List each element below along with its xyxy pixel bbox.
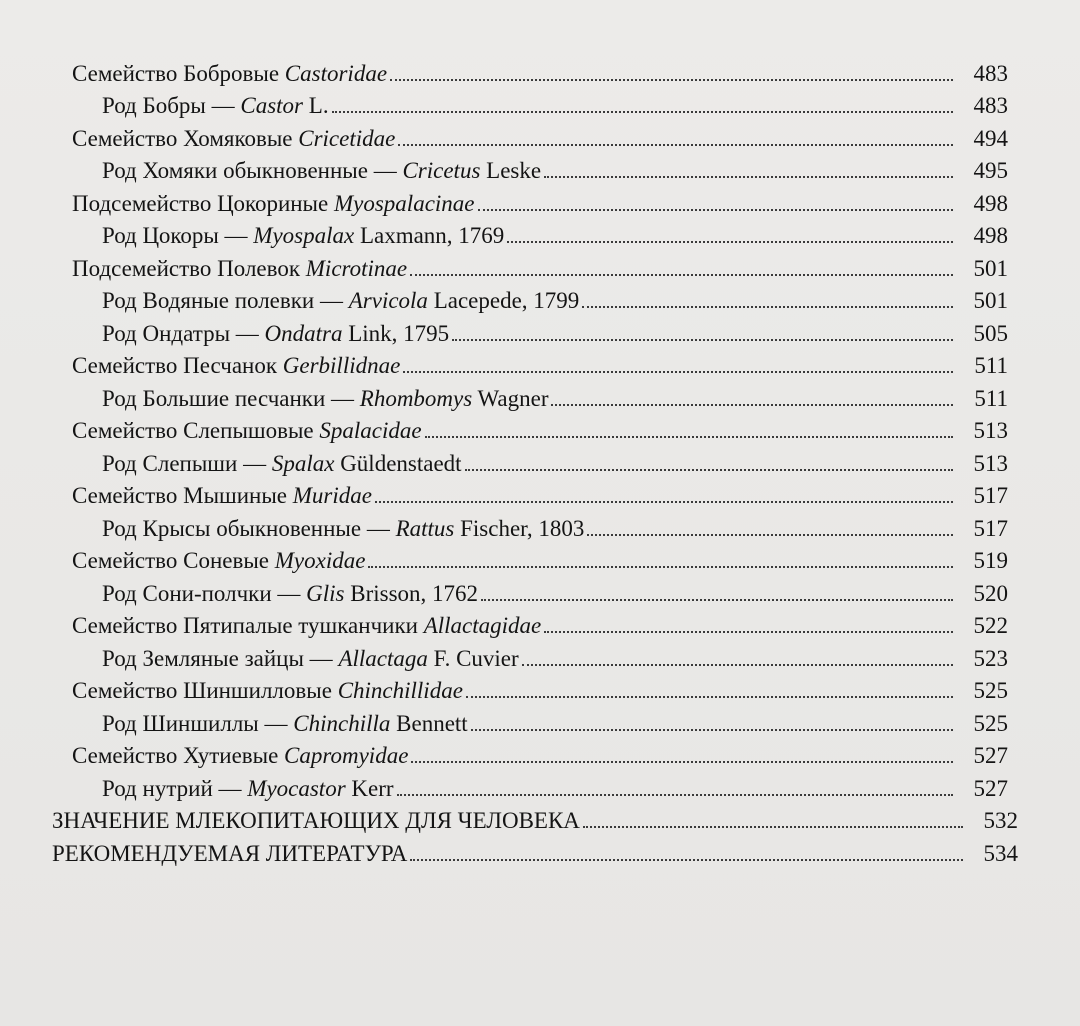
toc-entry-title — [102, 287, 579, 315]
toc-page-number: 520 — [973, 580, 1008, 606]
toc-entry-title — [102, 222, 504, 250]
toc-entry-text: Семейство Хутиевые — [72, 743, 285, 768]
toc-entry-text: Семейство Шиншилловые — [72, 678, 338, 703]
dot-leader — [471, 729, 953, 731]
toc-entry-latin-name: Chinchillidae — [337, 678, 463, 703]
toc-entry-latin-name: Cricetus — [402, 158, 481, 183]
toc-entry-latin-name: Ondatra — [264, 320, 343, 346]
toc-entry-title — [102, 385, 548, 413]
toc-entry-text: Род Водяные полевки — — [102, 288, 349, 313]
table-of-contents — [0, 55, 1080, 868]
dot-leader — [390, 79, 953, 81]
dot-leader — [368, 566, 953, 568]
dot-leader — [425, 436, 953, 438]
toc-entry-author: Lacepede, 1799 — [427, 288, 580, 313]
toc-entry-title — [72, 742, 408, 770]
toc-entry-text: Род Сони-полчки — — [102, 580, 307, 606]
toc-page-number: 523 — [973, 645, 1008, 671]
toc-entry-text: Семейство Пятипалые тушканчики — [72, 613, 424, 638]
dot-leader — [522, 664, 953, 666]
toc-page-number: 513 — [973, 418, 1008, 443]
toc-entry-title — [72, 352, 400, 380]
dot-leader — [551, 404, 953, 406]
toc-entry-title — [102, 450, 462, 478]
toc-entry-title — [102, 580, 478, 608]
toc-entry-latin-name: Rhombomys — [359, 385, 473, 411]
toc-entry-author: Brisson, 1762 — [344, 580, 479, 606]
toc-entry-text: ЗНАЧЕНИЕ МЛЕКОПИТАЮЩИХ ДЛЯ ЧЕЛОВЕКА — [52, 808, 580, 833]
toc-page-number: 498 — [973, 190, 1008, 216]
toc-entry-text: Семейство Слепышовые — [72, 418, 320, 443]
toc-entry-title — [72, 125, 395, 153]
toc-entry — [102, 575, 1008, 608]
toc-entry-latin-name: Allactagidae — [423, 613, 542, 638]
toc-entry-author: Leske — [480, 158, 542, 183]
toc-entry-latin-name: Castor — [240, 93, 304, 118]
toc-page-number: 498 — [973, 223, 1008, 248]
dot-leader — [587, 534, 953, 536]
toc-entry-title — [72, 190, 475, 218]
toc-page-number: 517 — [973, 515, 1008, 541]
toc-entry-latin-name: Gerbillidnae — [282, 353, 401, 378]
toc-entry-text: Семейство Мышиные — [72, 483, 293, 508]
toc-page-number: 501 — [973, 288, 1008, 313]
toc-entry-latin-name: Microtinae — [305, 255, 408, 281]
toc-entry-author: Bennett — [390, 710, 468, 736]
toc-entry-text: Род Слепыши — — [102, 450, 272, 476]
toc-entry — [72, 738, 1008, 771]
toc-entry — [52, 835, 1018, 868]
toc-entry-title — [52, 807, 580, 835]
dot-leader — [375, 501, 953, 503]
dot-leader — [583, 826, 963, 828]
toc-entry — [72, 673, 1008, 706]
toc-entry-text: Семейство Бобровые — [72, 60, 285, 86]
toc-entry-latin-name: Glis — [306, 580, 345, 606]
toc-entry-text: Род Ондатры — — [102, 320, 265, 346]
toc-entry — [102, 218, 1008, 251]
toc-entry-latin-name: Castoridae — [284, 60, 388, 86]
dot-leader — [466, 696, 953, 698]
toc-entry — [52, 803, 1018, 836]
toc-entry-text: Семейство Песчанок — [72, 353, 283, 378]
toc-entry-title — [72, 547, 365, 575]
toc-page-number: 517 — [973, 483, 1008, 508]
dot-leader — [507, 241, 953, 243]
toc-entry-author: Kerr — [345, 775, 394, 801]
toc-entry-latin-name: Myoxidae — [274, 548, 366, 573]
toc-entry-latin-name: Chinchilla — [293, 710, 391, 736]
toc-entry — [102, 380, 1008, 413]
toc-entry-text: Род Хомяки обыкновенные — — [102, 158, 403, 183]
toc-entry-title — [102, 92, 329, 120]
toc-entry — [72, 348, 1008, 381]
toc-entry-author: Güldenstaedt — [334, 450, 462, 476]
toc-page-number: 501 — [973, 255, 1008, 281]
toc-page-number: 495 — [973, 158, 1008, 183]
toc-entry — [72, 413, 1008, 446]
toc-entry-author: L. — [303, 93, 329, 118]
dot-leader — [397, 794, 953, 796]
toc-entry-title — [102, 710, 468, 738]
toc-entry-title — [72, 255, 407, 283]
dot-leader — [403, 371, 953, 373]
toc-page-number: 513 — [973, 450, 1008, 476]
toc-entry-title — [52, 840, 407, 868]
toc-entry-author: Link, 1795 — [342, 320, 450, 346]
toc-page-number: 505 — [973, 320, 1008, 346]
toc-entry — [102, 640, 1008, 673]
toc-entry-author: Fischer, 1803 — [454, 515, 585, 541]
dot-leader — [481, 599, 953, 601]
toc-entry-text: Род Большие песчанки — — [102, 385, 360, 411]
toc-entry-title — [72, 482, 372, 510]
toc-page-number: 525 — [973, 678, 1008, 703]
toc-entry — [102, 283, 1008, 316]
dot-leader — [544, 631, 953, 633]
toc-entry-title — [102, 320, 449, 348]
toc-entry-latin-name: Muridae — [292, 483, 372, 508]
toc-entry-author: Laxmann, 1769 — [354, 223, 505, 248]
toc-page-number: 532 — [983, 808, 1018, 833]
toc-entry-latin-name: Rattus — [395, 515, 455, 541]
toc-entry-latin-name: Capromyidae — [284, 743, 409, 768]
toc-entry — [102, 153, 1008, 186]
dot-leader — [332, 111, 953, 113]
toc-entry — [102, 770, 1008, 803]
toc-page-number: 511 — [974, 353, 1008, 378]
toc-page-number: 525 — [973, 710, 1008, 736]
toc-entry-latin-name: Cricetidae — [298, 125, 396, 151]
toc-entry-text: Род Земляные зайцы — — [102, 645, 339, 671]
dot-leader — [398, 144, 953, 146]
toc-page-number: 527 — [973, 775, 1008, 801]
toc-entry-title — [102, 645, 519, 673]
toc-entry-latin-name: Myospalacinae — [333, 190, 475, 216]
toc-entry — [72, 120, 1008, 153]
toc-entry-author: Wagner — [472, 385, 549, 411]
toc-entry-title — [72, 417, 422, 445]
toc-entry — [102, 315, 1008, 348]
dot-leader — [410, 859, 963, 861]
toc-entry-latin-name: Myospalax — [253, 223, 355, 248]
toc-entry-text: Подсемейство Цокориные — [72, 190, 334, 216]
toc-entry-text: Род Крысы обыкновенные — — [102, 515, 396, 541]
toc-page-number: 511 — [974, 385, 1008, 411]
dot-leader — [582, 306, 953, 308]
toc-entry — [72, 55, 1008, 88]
toc-page-number: 519 — [973, 548, 1008, 573]
toc-entry-text: Семейство Соневые — [72, 548, 275, 573]
toc-page-number: 494 — [973, 125, 1008, 151]
dot-leader — [411, 761, 953, 763]
toc-entry-text: Род Шиншиллы — — [102, 710, 294, 736]
toc-entry-title — [72, 677, 463, 705]
toc-entry — [72, 608, 1008, 641]
toc-entry-latin-name: Spalacidae — [319, 418, 422, 443]
toc-entry — [102, 510, 1008, 543]
toc-entry-text: РЕКОМЕНДУЕМАЯ ЛИТЕРАТУРА — [52, 840, 408, 866]
toc-entry-latin-name: Arvicola — [348, 288, 428, 313]
toc-entry-latin-name: Spalax — [271, 450, 335, 476]
toc-entry-latin-name: Allactaga — [338, 645, 428, 671]
toc-entry-text: Семейство Хомяковые — [72, 125, 299, 151]
dot-leader — [452, 339, 953, 341]
toc-page-number: 534 — [983, 840, 1018, 866]
toc-entry-title — [102, 515, 584, 543]
toc-entry-text: Род нутрий — — [102, 775, 248, 801]
dot-leader — [465, 469, 953, 471]
toc-entry — [72, 478, 1008, 511]
toc-entry — [72, 543, 1008, 576]
toc-entry-text: Род Цокоры — — [102, 223, 254, 248]
dot-leader — [410, 274, 953, 276]
toc-entry-title — [102, 775, 394, 803]
toc-entry-title — [72, 612, 541, 640]
dot-leader — [544, 176, 953, 178]
toc-entry — [102, 445, 1008, 478]
toc-entry-text: Род Бобры — — [102, 93, 241, 118]
toc-page-number: 483 — [973, 60, 1008, 86]
dot-leader — [478, 209, 954, 211]
toc-entry — [102, 705, 1008, 738]
toc-page-number: 527 — [973, 743, 1008, 768]
toc-entry-author: F. Cuvier — [427, 645, 519, 671]
toc-page-number: 522 — [973, 613, 1008, 638]
toc-entry-title — [72, 60, 387, 88]
toc-entry — [72, 185, 1008, 218]
toc-entry — [102, 88, 1008, 121]
toc-entry-text: Подсемейство Полевок — [72, 255, 306, 281]
toc-page-number: 483 — [973, 93, 1008, 118]
toc-entry-title — [102, 157, 541, 185]
toc-entry — [72, 250, 1008, 283]
toc-entry-latin-name: Myocastor — [247, 775, 346, 801]
